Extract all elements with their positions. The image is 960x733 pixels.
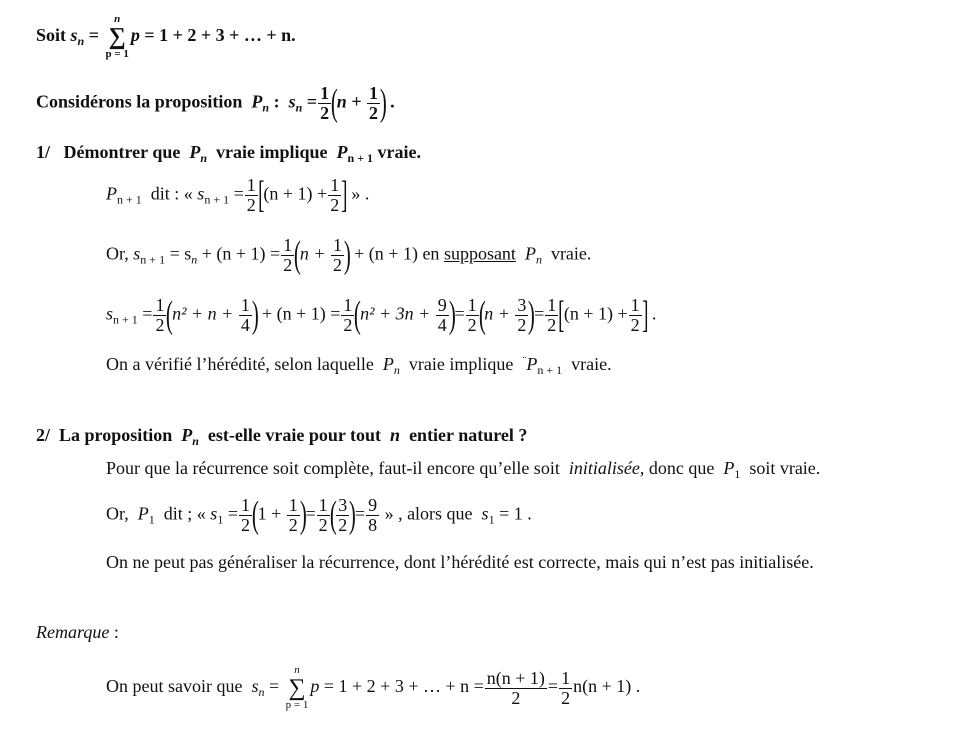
P-symbol: P xyxy=(181,425,193,445)
equals: = xyxy=(227,503,238,524)
right-paren: ) xyxy=(448,294,456,337)
right-paren: ) xyxy=(379,82,387,125)
right-paren: ) xyxy=(251,294,259,337)
denominator: 8 xyxy=(368,514,378,535)
numerator: 9 xyxy=(368,495,378,515)
expression: (n + 1) + xyxy=(563,303,628,324)
p-symbol: p xyxy=(130,25,140,46)
numerator: 1 xyxy=(343,295,353,315)
denominator: 2 xyxy=(517,314,527,335)
period: . xyxy=(390,91,395,112)
s-symbol: s xyxy=(210,503,218,524)
fraction-half xyxy=(559,669,572,708)
denominator: 2 xyxy=(283,254,293,275)
sum-top: n xyxy=(294,664,300,676)
fraction-half xyxy=(328,176,341,215)
stray-mark: ¨ xyxy=(522,353,527,367)
denominator: 2 xyxy=(511,687,521,708)
denominator: 2 xyxy=(369,102,378,123)
colon: : xyxy=(109,622,119,642)
s-symbol: s xyxy=(70,25,78,46)
equals: = xyxy=(534,303,545,324)
n-plus: n + xyxy=(336,91,362,112)
question-text: La proposition xyxy=(59,425,173,445)
P-symbol: P xyxy=(106,183,117,204)
denominator: 2 xyxy=(343,314,353,335)
numerator: 1 xyxy=(630,295,640,315)
sum-expansion: = 1 + 2 + 3 + … + n. xyxy=(144,25,296,46)
right-paren: ) xyxy=(299,494,307,537)
numerator: 3 xyxy=(338,495,348,515)
denominator: 2 xyxy=(630,314,640,335)
denominator: 2 xyxy=(155,314,165,335)
expression: n² + 3n + xyxy=(360,303,431,324)
P-subscript: n + 1 xyxy=(117,192,142,207)
soit-word: Soit xyxy=(36,25,67,46)
numerator: 9 xyxy=(437,295,447,315)
expression: (n + 1) + xyxy=(263,183,328,204)
initialisation-text: , donc que xyxy=(639,458,715,478)
fraction-half xyxy=(318,84,331,123)
s-subscript: 1 xyxy=(488,512,495,527)
P-symbol: P xyxy=(526,354,538,374)
expression: = 1 . xyxy=(499,503,532,524)
P-subscript: n + 1 xyxy=(347,151,374,165)
left-bracket: [ xyxy=(257,174,265,217)
closing-quote: » . xyxy=(351,183,370,204)
equals: = xyxy=(88,25,99,46)
fraction-half xyxy=(466,296,479,335)
equals: = xyxy=(547,676,559,697)
definition-line xyxy=(36,14,296,60)
denominator: 2 xyxy=(338,514,348,535)
right-bracket: ] xyxy=(641,294,649,337)
fraction-half xyxy=(317,496,330,535)
equals: = xyxy=(306,91,318,112)
s-subscript: n xyxy=(77,34,85,49)
equals: = xyxy=(268,676,280,697)
numerator: 1 xyxy=(283,235,293,255)
proposition-text: Considérons la proposition xyxy=(36,91,243,112)
s-symbol: s xyxy=(481,503,489,524)
numerator: 1 xyxy=(330,175,340,195)
fraction-closed-form xyxy=(485,669,547,708)
denominator: 2 xyxy=(561,687,571,708)
initialisee-italic: initialisée xyxy=(568,458,640,478)
remark-heading xyxy=(36,623,119,641)
expression: = s xyxy=(169,243,192,264)
P-symbol: P xyxy=(524,243,536,264)
conclusion-text: vraie. xyxy=(571,354,612,374)
P1-check-line xyxy=(106,496,532,535)
heredite-conclusion xyxy=(106,354,612,376)
fraction-half xyxy=(153,296,166,335)
left-paren: ( xyxy=(329,494,337,537)
P-symbol: P xyxy=(251,91,263,112)
s-subscript: n + 1 xyxy=(113,312,138,327)
left-paren: ( xyxy=(251,494,259,537)
expression: n(n + 1) . xyxy=(573,676,641,697)
P-symbol: P xyxy=(189,142,201,162)
fraction-quarter xyxy=(239,296,252,335)
fraction-nine-quarters xyxy=(436,296,449,335)
left-bracket: [ xyxy=(558,294,565,337)
equals: = xyxy=(354,503,366,524)
denominator: 2 xyxy=(547,314,557,335)
left-paren: ( xyxy=(166,294,174,337)
period: . xyxy=(651,303,657,324)
remark-text: On peut savoir que xyxy=(106,676,243,697)
numerator: 3 xyxy=(517,295,527,315)
equals: = xyxy=(305,503,316,524)
right-bracket: ] xyxy=(341,174,348,217)
numerator: 1 xyxy=(561,667,571,688)
fraction-three-halves xyxy=(515,296,528,335)
P-subscript: n xyxy=(262,100,270,115)
P-symbol: P xyxy=(336,142,348,162)
question-number: 1/ xyxy=(36,142,51,162)
P-subscript: n xyxy=(393,363,400,377)
p-symbol: p xyxy=(310,676,320,697)
computation-line xyxy=(106,296,656,335)
P-symbol: P xyxy=(723,458,735,478)
left-paren: ( xyxy=(294,234,301,277)
fraction-nine-eighths xyxy=(366,496,379,535)
statement-Pn1 xyxy=(106,176,369,215)
n-plus: n + xyxy=(299,243,326,264)
P-subscript: n xyxy=(535,252,542,267)
denominator: 2 xyxy=(320,102,330,123)
sum-bottom: p = 1 xyxy=(285,699,309,711)
numerator: 1 xyxy=(246,175,256,195)
fraction-half xyxy=(287,496,300,535)
question-text: est-elle vraie pour tout xyxy=(207,425,382,445)
equals: = xyxy=(142,303,153,324)
question-1 xyxy=(36,143,421,164)
expression: 1 + xyxy=(257,503,282,524)
equals: = xyxy=(454,303,465,324)
denominator: 2 xyxy=(288,514,298,535)
fraction-half xyxy=(245,176,258,215)
s-subscript: n xyxy=(258,685,265,700)
expression: + (n + 1) = xyxy=(261,303,341,324)
or-word: Or, xyxy=(106,503,129,524)
fraction-half xyxy=(545,296,558,335)
P-subscript: n + 1 xyxy=(537,363,563,377)
denominator: 2 xyxy=(240,514,250,535)
sum-bottom: p = 1 xyxy=(105,48,129,60)
conclusion-text: vraie implique xyxy=(408,354,514,374)
question-number: 2/ xyxy=(36,425,51,445)
supposant-underlined: supposant xyxy=(443,243,516,264)
conclusion-text: On a vérifié l’hérédité, selon laquelle xyxy=(106,354,374,374)
denominator: 2 xyxy=(330,194,340,215)
remark-formula xyxy=(106,665,640,711)
numerator: 1 xyxy=(320,83,330,103)
conclusion-text: On ne peut pas généraliser la récurrence, dont l’hérédité est correcte, mais qui n’est pas initialisée. xyxy=(106,552,814,572)
initialisation-line xyxy=(106,459,820,480)
denominator: 2 xyxy=(467,314,477,335)
s-symbol: s xyxy=(197,183,205,204)
fraction-half xyxy=(629,296,642,335)
s-symbol: s xyxy=(251,676,259,697)
fraction-half xyxy=(331,236,344,275)
numerator: 1 xyxy=(155,295,165,315)
s-subscript: n xyxy=(295,100,303,115)
expression: n + xyxy=(484,303,510,324)
expression: n² + n + xyxy=(172,303,234,324)
s-symbol: s xyxy=(133,243,141,264)
sum-symbol xyxy=(105,14,128,60)
left-paren: ( xyxy=(354,294,362,337)
numerator: 1 xyxy=(369,83,378,103)
equals: = xyxy=(233,183,244,204)
s-subscript: n + 1 xyxy=(204,192,230,207)
question-text: vraie implique xyxy=(216,142,328,162)
numerator: 1 xyxy=(288,495,298,515)
or-word: Or, xyxy=(106,243,129,264)
denominator: 2 xyxy=(318,514,328,535)
expression: + (n + 1) = xyxy=(201,243,281,264)
P-subscript: n xyxy=(192,434,199,448)
fraction-half xyxy=(281,236,294,275)
P-subscript: 1 xyxy=(148,512,155,527)
denominator: 2 xyxy=(333,254,342,275)
sigma: ∑ xyxy=(288,675,306,701)
numerator: 1 xyxy=(467,295,477,315)
denominator: 2 xyxy=(246,194,256,215)
numerator: n(n + 1) xyxy=(486,667,545,688)
fraction-three-halves xyxy=(336,496,349,535)
P-subscript: n xyxy=(200,151,208,165)
question-2 xyxy=(36,426,527,447)
P-subscript: 1 xyxy=(734,467,741,481)
s-subscript: n xyxy=(191,252,198,267)
dit-text: dit ; « xyxy=(163,503,206,524)
colon: : xyxy=(273,91,280,112)
fraction-half xyxy=(341,296,354,335)
numerator: 1 xyxy=(240,295,250,315)
proposition-line xyxy=(36,84,395,123)
fraction-half xyxy=(239,496,252,535)
P-symbol: P xyxy=(137,503,149,524)
numerator: 1 xyxy=(333,235,342,255)
expression: + (n + 1) en xyxy=(354,243,440,264)
vraie-word: vraie. xyxy=(550,243,592,264)
expression: » , alors que xyxy=(384,503,473,524)
s-symbol: s xyxy=(288,91,296,112)
remark-title: Remarque xyxy=(36,622,110,642)
numerator: 1 xyxy=(547,295,557,315)
sigma: ∑ xyxy=(108,24,126,50)
initialisation-text: soit vraie. xyxy=(749,458,821,478)
expression: = 1 + 2 + 3 + … + n = xyxy=(323,676,484,697)
question-text: Démontrer que xyxy=(63,142,181,162)
assumption-line xyxy=(106,236,591,275)
left-paren: ( xyxy=(330,82,338,125)
sum-symbol xyxy=(286,665,309,711)
s-subscript: 1 xyxy=(217,512,224,527)
numerator: 1 xyxy=(318,495,328,515)
P-symbol: P xyxy=(382,354,394,374)
sum-top: n xyxy=(114,13,121,25)
initialisation-text: Pour que la récurrence soit complète, faut-il encore qu’elle soit xyxy=(106,458,560,478)
n-symbol: n xyxy=(390,425,401,445)
left-paren: ( xyxy=(478,294,486,337)
question-text: vraie. xyxy=(377,142,422,162)
conclusion-line xyxy=(106,553,814,571)
question-text: entier naturel ? xyxy=(409,425,528,445)
right-paren: ) xyxy=(528,294,536,337)
right-paren: ) xyxy=(349,494,357,537)
denominator: 4 xyxy=(240,314,250,335)
dit-text: dit : « xyxy=(150,183,193,204)
fraction-half xyxy=(367,84,380,123)
s-subscript: n + 1 xyxy=(140,252,166,267)
right-paren: ) xyxy=(343,234,351,277)
numerator: 1 xyxy=(240,495,250,515)
s-symbol: s xyxy=(106,303,114,324)
denominator: 4 xyxy=(437,314,447,335)
